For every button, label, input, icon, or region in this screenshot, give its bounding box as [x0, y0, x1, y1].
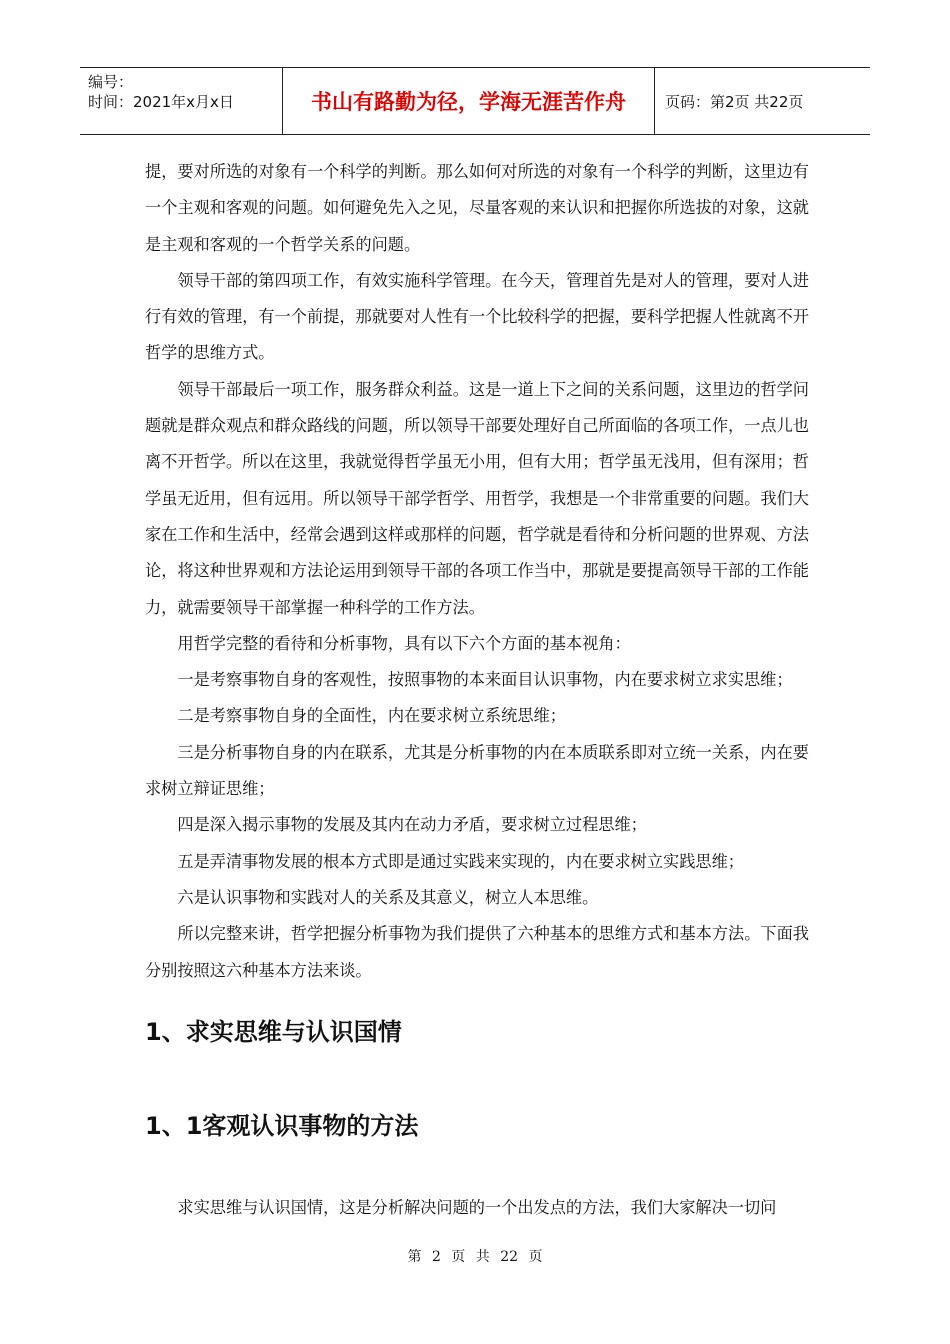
header-motto: 书山有路勤为径，学海无涯苦作舟	[282, 68, 655, 134]
paragraph: 求实思维与认识国情，这是分析解决问题的一个出发点的方法，我们大家解决一切问	[177, 1198, 777, 1217]
section-heading: 1、求实思维与认识国情	[145, 1018, 402, 1046]
page-header	[80, 67, 870, 135]
page-footer: 第 2 页 共 22 页	[407, 1249, 543, 1265]
paragraph: 领导干部的第四项工作，有效实施科学管理。在今天，管理首先是对人的管理，要对人进行有效的管理，有一个前提，那就要对人性有一个比较科学的把握，要科学把握人性就离不开哲学的思维方式。	[145, 270, 809, 363]
header-meta	[80, 68, 282, 134]
paragraph: 六是认识事物和实践对人的关系及其意义，树立人本思维。	[177, 887, 599, 907]
header-page-info: 页码：第2页 共22页	[665, 92, 804, 111]
paragraph: 一是考察事物自身的客观性，按照事物的本来面目认识事物，内在要求树立求实思维；	[177, 670, 793, 690]
paragraph: 提，要对所选的对象有一个科学的判断。那么如何对所选的对象有一个科学的判断，这里边有一个主观和客观的问题。如何避免先入之见，尽量客观的来认识和把握你所选拔的对象，这就是主观和客观的一个哲学关系的问题。	[145, 162, 809, 254]
paragraph: 三是分析事物自身的内在联系，尤其是分析事物的内在本质联系即对立统一关系，内在要求树立辩证思维；	[145, 742, 809, 799]
document-number-label: 编号：	[88, 73, 134, 91]
paragraph: 所以完整来讲，哲学把握分析事物为我们提供了六种基本的思维方式和基本方法。下面我分别按照这六种基本方法来谈。	[145, 924, 809, 980]
paragraph: 领导干部最后一项工作，服务群众利益。这是一道上下之间的关系问题，这里边的哲学问题就是群众观点和群众路线的问题，所以领导干部要处理好自己所面临的各项工作，一点儿也离不开哲学。所以在这里，我就觉得哲学虽无小用，但有大用；哲学虽无浅用，但有深用；哲学虽无近用，但有远用。所以领导干部学哲学、用哲学，我想是一个非常重要的问题。我们大家在工作和生活中，经常会遇到这样或那样的问题，哲学就是看待和分析问题的世界观、方法论，将这种世界观和方法论运用到领导干部的各项工作当中，那就是要提高领导干部的工作能力，就需要领导干部掌握一种科学的工作方法。	[145, 379, 809, 617]
document-body	[145, 154, 809, 989]
paragraph: 用哲学完整的看待和分析事物，具有以下六个方面的基本视角：	[177, 633, 631, 653]
paragraph: 二是考察事物自身的全面性，内在要求树立系统思维；	[177, 706, 566, 726]
subsection-heading: 1、1客观认识事物的方法	[145, 1112, 419, 1140]
paragraph: 四是深入揭示事物的发展及其内在动力矛盾，要求树立过程思维；	[177, 815, 647, 835]
document-date-label: 时间：2021年x月x日	[88, 93, 234, 111]
paragraph: 五是弄清事物发展的根本方式即是通过实践来实现的，内在要求树立实践思维；	[177, 851, 744, 871]
